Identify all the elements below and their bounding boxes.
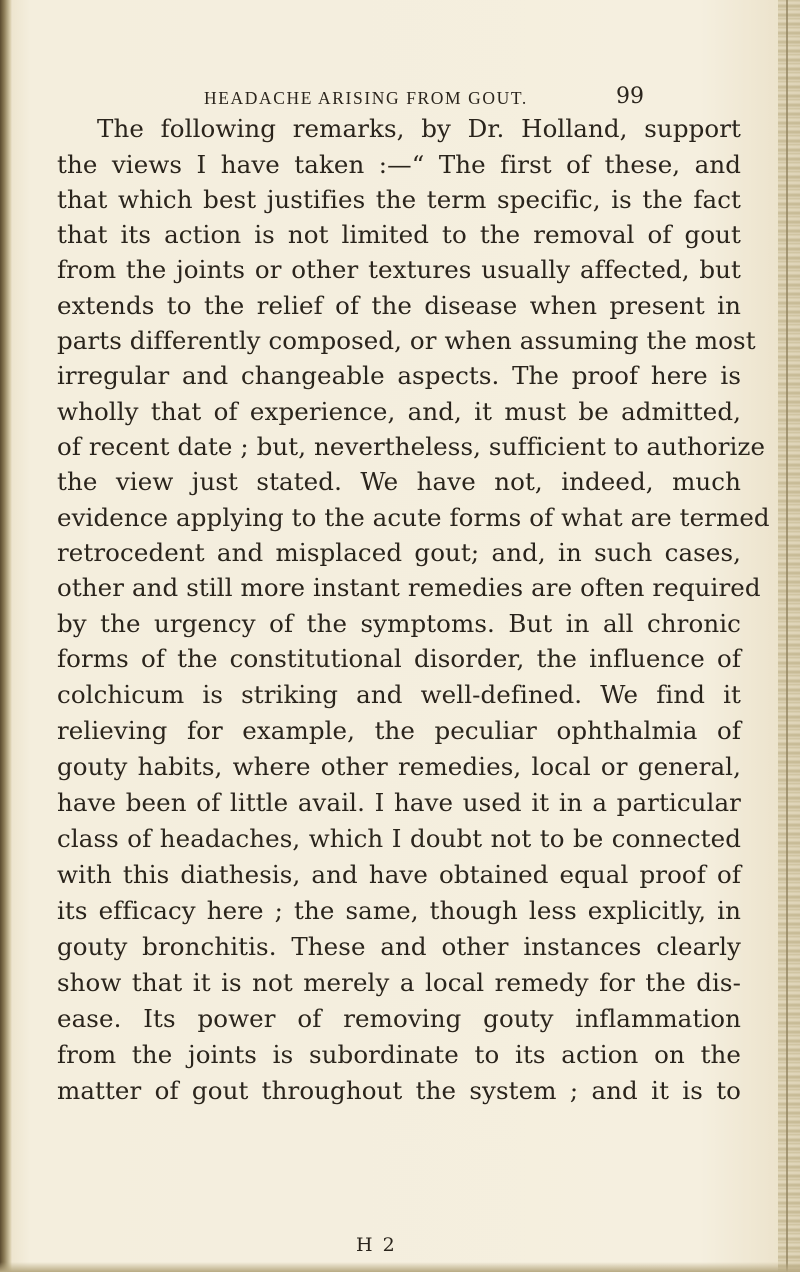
text-line: have been of little avail. I have used it in a particular [57,788,741,817]
text-line: the views I have taken :—“ The first of these, and [57,150,741,179]
text-line: wholly that of experience, and, it must be admitted, [57,397,741,426]
text-line: The following remarks, by Dr. Holland, support [97,114,741,143]
signature-mark: H 2 [356,1234,397,1256]
text-line: colchicum is striking and well-defined. We find it [57,680,741,709]
text-line: that its action is not limited to the removal of gout [57,220,741,249]
text-line: by the urgency of the symptoms. But in all chronic [57,609,741,638]
text-line: ease. Its power of removing gouty inflammation [57,1004,741,1033]
text-line: with this diathesis, and have obtained equal proof of [57,860,741,889]
text-line: parts differently composed, or when assuming the most [57,326,756,355]
text-line: relieving for example, the peculiar ophthalmia of [57,716,741,745]
text-line: forms of the constitutional disorder, the influence of [57,644,741,673]
text-line: extends to the relief of the disease when present in [57,291,741,320]
page-fore-edge-shadow [786,0,788,1272]
text-line: class of headaches, which I doubt not to be connected [57,824,741,853]
text-line: gouty bronchitis. These and other instances clearly [57,932,741,961]
text-line: gouty habits, where other remedies, local or general, [57,752,741,781]
text-line: the view just stated. We have not, indeed, much [57,467,741,496]
page-number: 99 [616,84,644,109]
text-line: of recent date ; but, nevertheless, sufficient to authorize [57,432,766,461]
text-line: other and still more instant remedies are often required [57,573,761,602]
running-head: HEADACHE ARISING FROM GOUT. [204,88,528,108]
text-line: its efficacy here ; the same, though less explicitly, in [57,896,741,925]
text-line: matter of gout throughout the system ; and it is to [57,1076,741,1105]
page-binding-edge [0,0,12,1272]
text-line: from the joints or other textures usually affected, but [57,255,741,284]
text-line: evidence applying to the acute forms of what are termed [57,503,770,532]
text-line: show that it is not merely a local remedy for the dis- [57,968,741,997]
text-line: retrocedent and misplaced gout; and, in such cases, [57,538,741,567]
text-line: that which best justifies the term specific, is the fact [57,185,741,214]
text-line: from the joints is subordinate to its action on the [57,1040,741,1069]
page-fore-edge [778,0,800,1272]
page-bottom-edge [0,1262,800,1272]
text-line: irregular and changeable aspects. The proof here is [57,361,741,390]
